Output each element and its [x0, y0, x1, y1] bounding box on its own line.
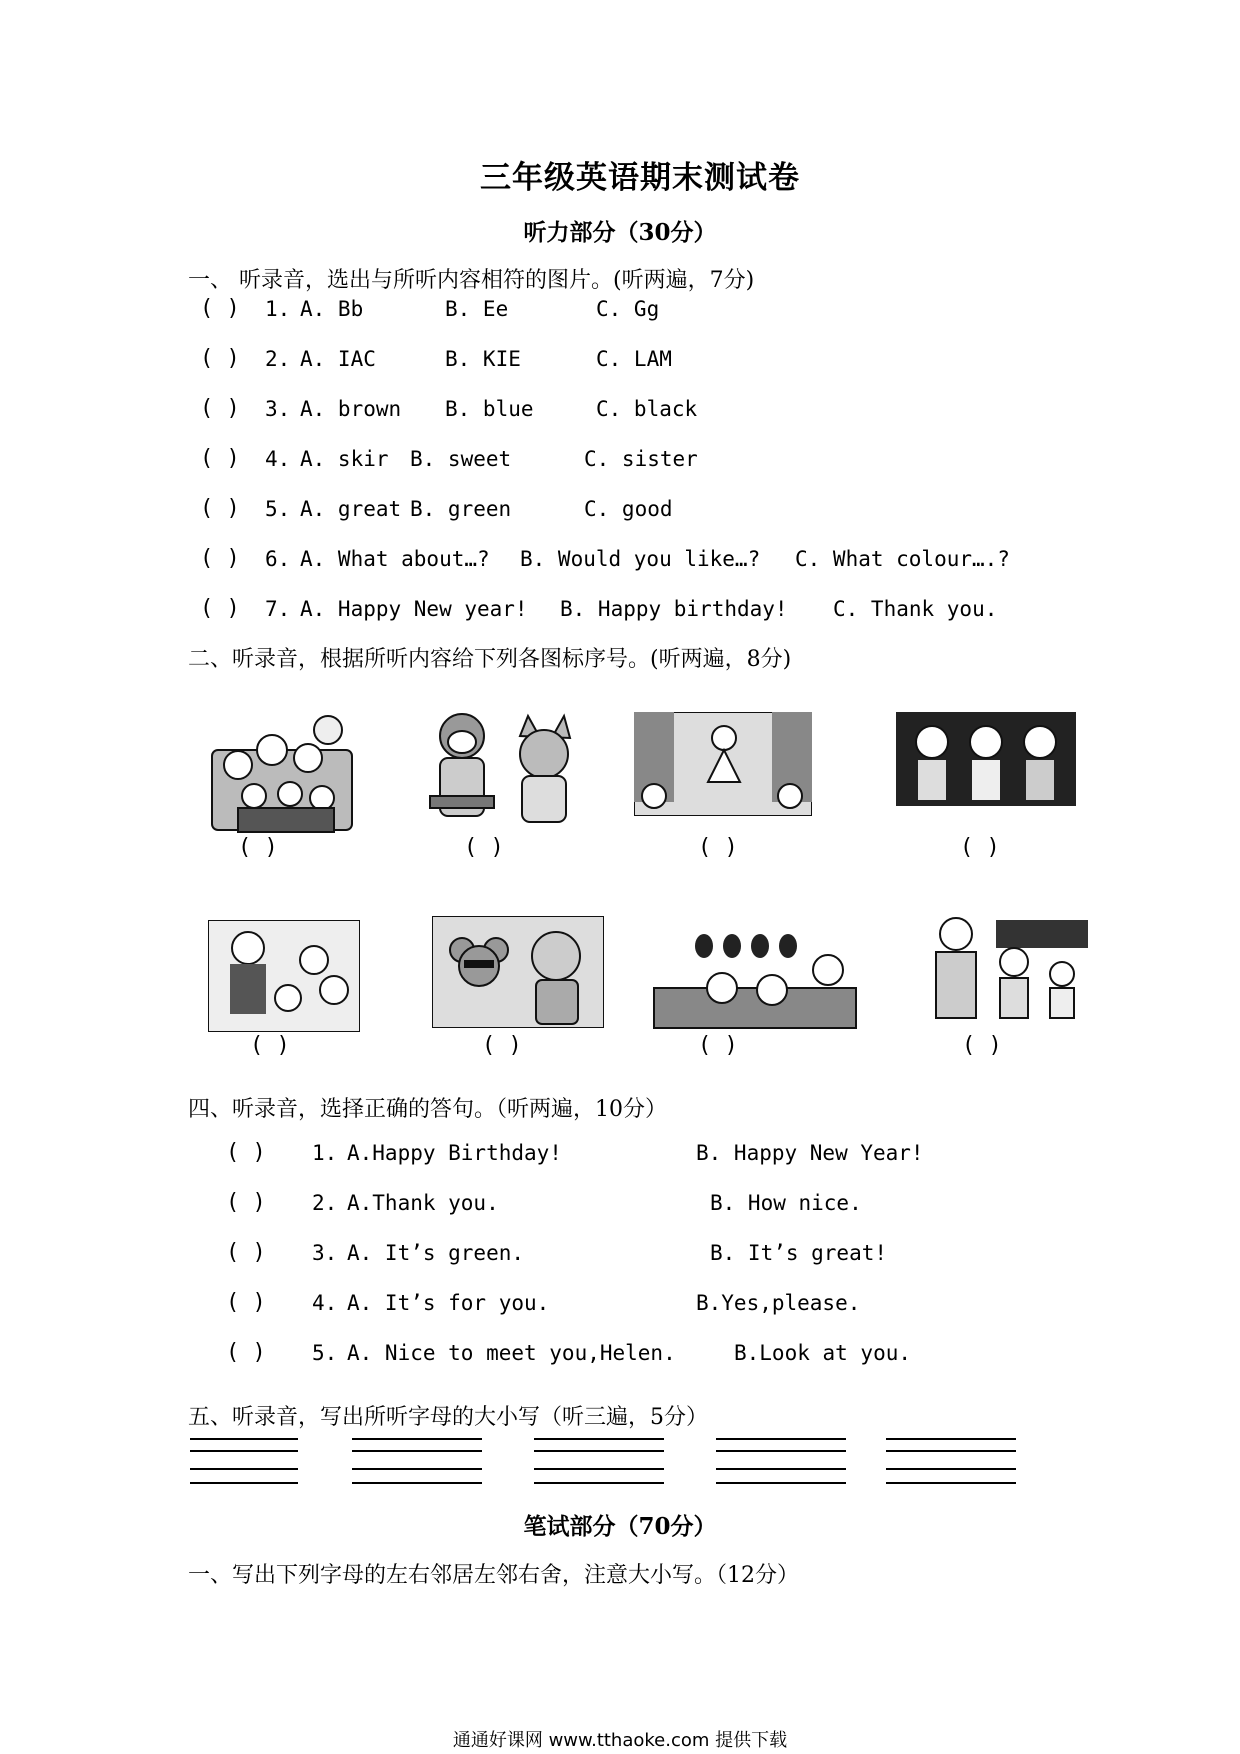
option-a: A.Thank you.: [347, 1191, 499, 1215]
writing-lines[interactable]: [886, 1438, 1016, 1484]
question-number: 5.: [265, 497, 291, 521]
answer-blank[interactable]: ( ): [200, 346, 240, 371]
option-a: A. Bb: [300, 297, 364, 321]
writing-lines[interactable]: [352, 1438, 482, 1484]
answer-blank[interactable]: ( ): [200, 446, 240, 471]
option-a: A. skir: [300, 447, 389, 471]
picture-answer-blank[interactable]: ( ): [250, 1033, 290, 1058]
answer-blank[interactable]: ( ): [226, 1290, 266, 1315]
answer-blank[interactable]: ( ): [200, 396, 240, 421]
option-b: B. Would you like…?: [520, 547, 761, 571]
option-b: B.Look at you.: [734, 1341, 912, 1365]
question-number: 2.: [265, 347, 291, 371]
answer-blank[interactable]: ( ): [226, 1190, 266, 1215]
page-title: 三年级英语期末测试卷: [480, 160, 800, 196]
option-a: A. What about…?: [300, 547, 490, 571]
option-b: B. blue: [445, 397, 534, 421]
question-number: 6.: [265, 547, 291, 571]
answer-blank[interactable]: ( ): [200, 546, 240, 571]
option-b: B. Ee: [445, 297, 509, 321]
option-a: A. Happy New year!: [300, 597, 528, 621]
option-b: B.Yes,please.: [696, 1291, 861, 1315]
writing-lines[interactable]: [190, 1438, 298, 1484]
option-a: A. brown: [300, 397, 402, 421]
picture-answer-blank[interactable]: ( ): [482, 1033, 522, 1058]
option-b: B. How nice.: [710, 1191, 862, 1215]
answer-blank[interactable]: ( ): [200, 596, 240, 621]
option-b: B. KIE: [445, 347, 521, 371]
girl-on-stage-picture: [634, 712, 812, 816]
option-b: B. Happy birthday!: [560, 597, 788, 621]
listening-part-heading: 听力部分（30分）: [523, 219, 717, 246]
option-a: A.Happy Birthday!: [347, 1141, 562, 1165]
question-number: 3.: [312, 1241, 338, 1265]
option-c: C. Gg: [596, 297, 660, 321]
question-number: 4.: [312, 1291, 338, 1315]
mother-and-children-picture: [906, 910, 1092, 1026]
picture-answer-blank[interactable]: ( ): [238, 835, 278, 860]
option-a: A. IAC: [300, 347, 376, 371]
monkey-and-cat-picture: [416, 706, 582, 830]
option-c: C. LAM: [596, 347, 672, 371]
answer-blank[interactable]: ( ): [200, 296, 240, 321]
option-a: A. great: [300, 497, 402, 521]
option-c: C. Thank you.: [833, 597, 998, 621]
option-c: C. sister: [584, 447, 698, 471]
option-a: A. It’s green.: [347, 1241, 525, 1265]
picture-answer-blank[interactable]: ( ): [698, 1033, 738, 1058]
answer-blank[interactable]: ( ): [200, 496, 240, 521]
section5-instruction: 五、听录音，写出所听字母的大小写（听三遍，5分）: [188, 1405, 708, 1430]
picture-answer-blank[interactable]: ( ): [698, 835, 738, 860]
option-a: A. Nice to meet you,Helen.: [347, 1341, 676, 1365]
picture-answer-blank[interactable]: ( ): [962, 1033, 1002, 1058]
question-number: 1.: [312, 1141, 338, 1165]
picture-answer-blank[interactable]: ( ): [960, 835, 1000, 860]
option-c: C. good: [584, 497, 673, 521]
written-section1-instruction: 一、写出下列字母的左右邻居左邻右舍，注意大小写。（12分）: [188, 1563, 799, 1588]
picture-answer-blank[interactable]: ( ): [464, 835, 504, 860]
option-b: B. green: [410, 497, 512, 521]
answer-blank[interactable]: ( ): [226, 1140, 266, 1165]
option-b: B. sweet: [410, 447, 512, 471]
answer-blank[interactable]: ( ): [226, 1340, 266, 1365]
option-b: B. Happy New Year!: [696, 1141, 924, 1165]
mouse-and-tiger-picture: [432, 916, 604, 1028]
children-with-masks-picture: [652, 932, 858, 1030]
option-a: A. It’s for you.: [347, 1291, 550, 1315]
section2-instruction: 二、听录音，根据所听内容给下列各图标序号。(听两遍，8分): [188, 647, 792, 672]
question-number: 4.: [265, 447, 291, 471]
section1-instruction: 一、 听录音，选出与所听内容相符的图片。(听两遍，7分): [188, 268, 755, 293]
option-c: C. What colour….?: [795, 547, 1010, 571]
question-number: 5.: [312, 1341, 338, 1365]
teacher-and-students-picture: [208, 920, 360, 1032]
question-number: 1.: [265, 297, 291, 321]
writing-lines[interactable]: [716, 1438, 846, 1484]
three-children-picture: [896, 712, 1076, 806]
question-number: 7.: [265, 597, 291, 621]
question-number: 3.: [265, 397, 291, 421]
option-b: B. It’s great!: [710, 1241, 888, 1265]
page-footer: 通通好课网 www.tthaoke.com 提供下载: [452, 1730, 788, 1751]
answer-blank[interactable]: ( ): [226, 1240, 266, 1265]
section4-instruction: 四、听录音，选择正确的答句。（听两遍，10分）: [188, 1097, 667, 1122]
family-group-picture: [208, 710, 356, 834]
question-number: 2.: [312, 1191, 338, 1215]
writing-lines[interactable]: [534, 1438, 664, 1484]
written-part-heading: 笔试部分（70分）: [523, 1513, 717, 1540]
option-c: C. black: [596, 397, 698, 421]
